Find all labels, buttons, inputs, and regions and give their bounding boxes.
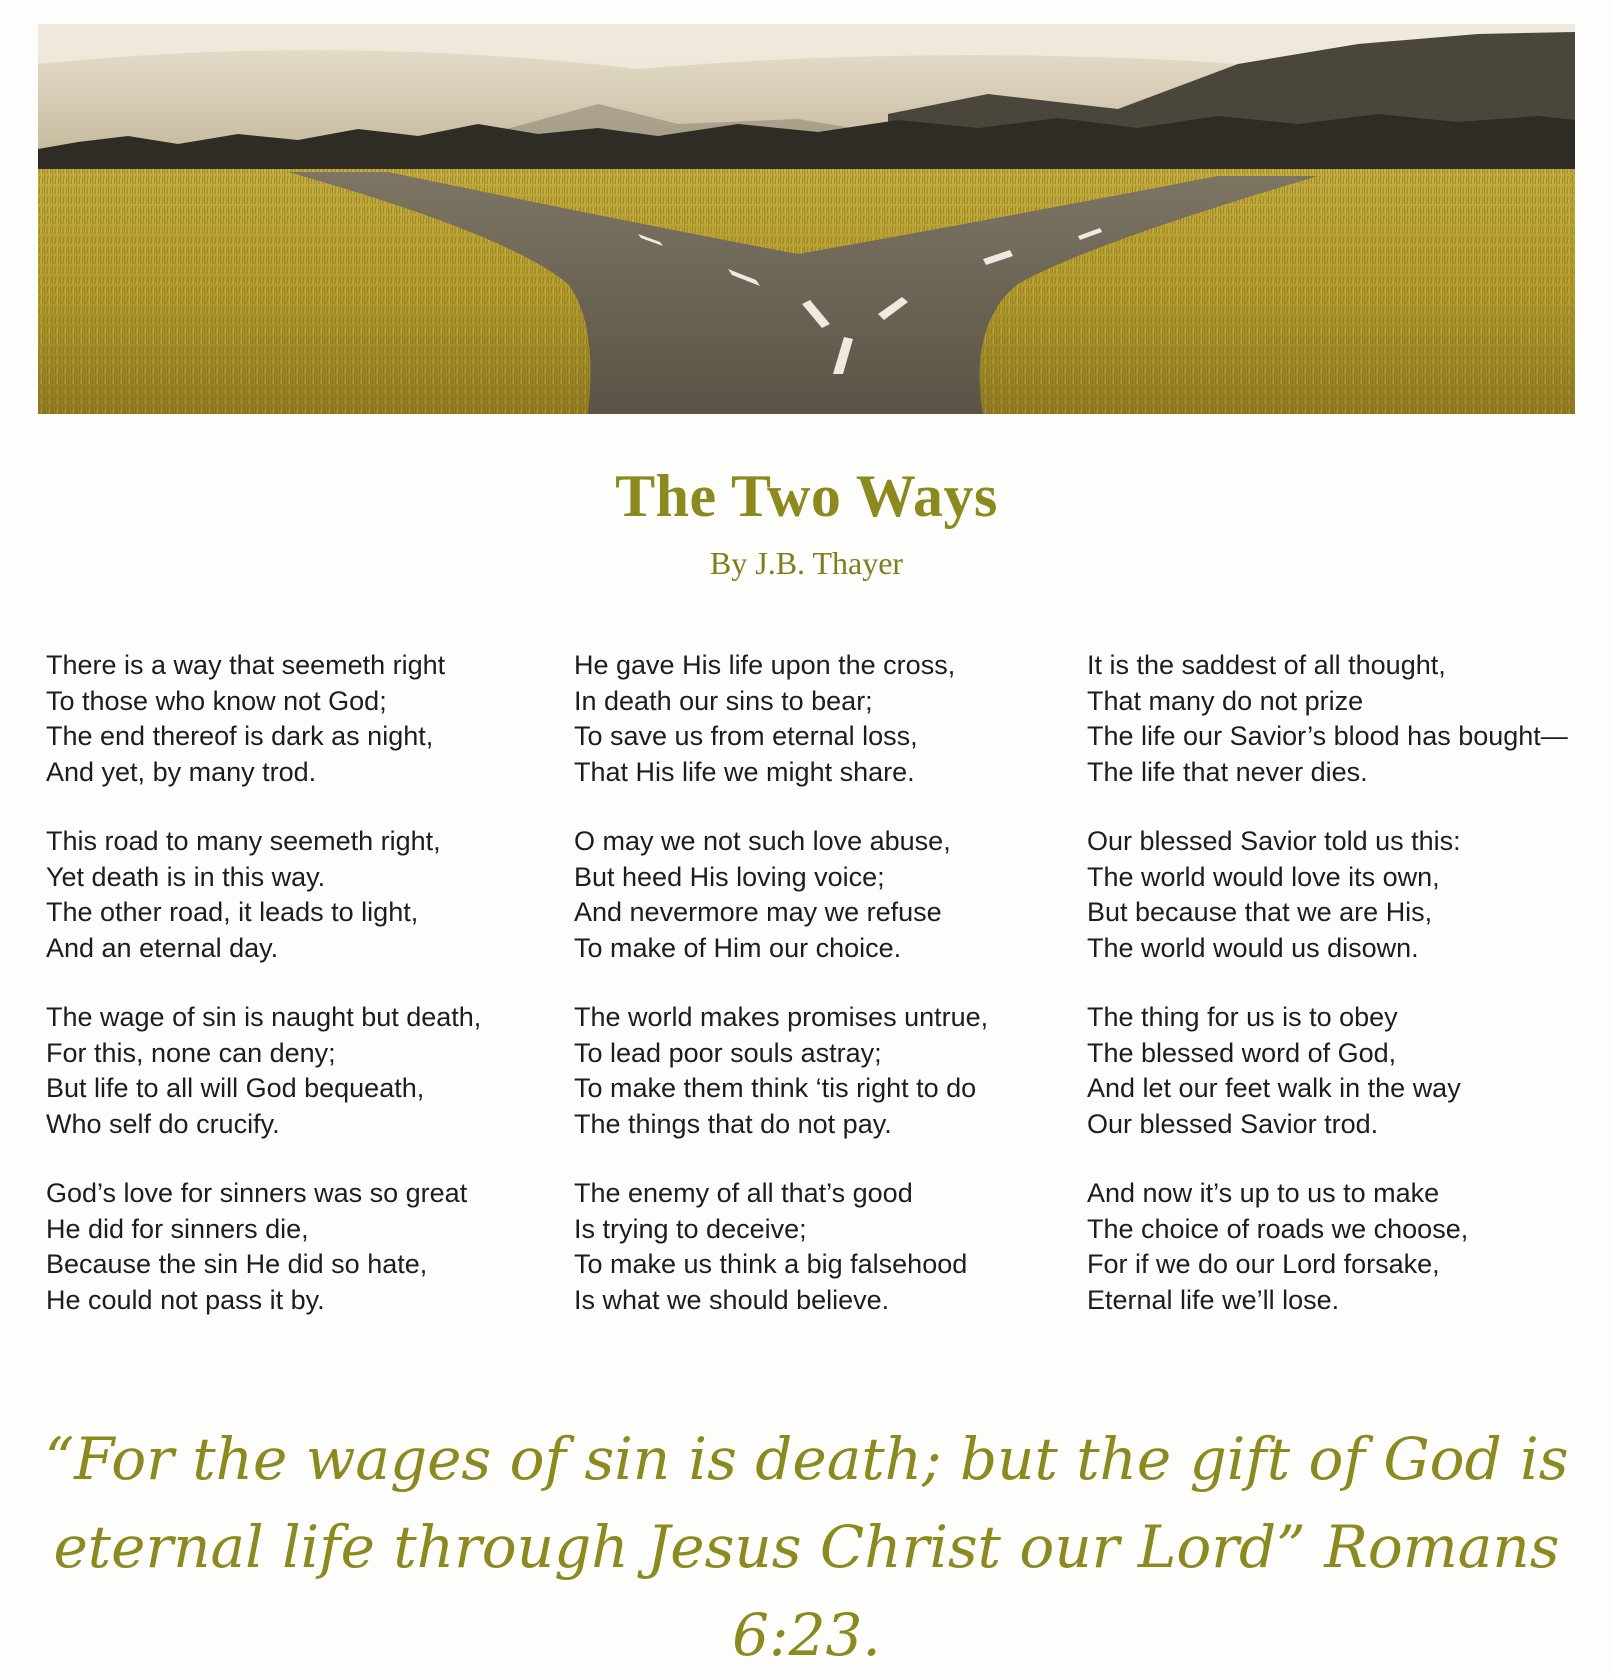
poem-line: To those who know not God;: [46, 685, 387, 716]
poem-line: Because the sin He did so hate,: [46, 1249, 428, 1279]
poem-line: For this, none can deny;: [46, 1037, 336, 1068]
stanza: [574, 824, 1094, 966]
poem-column-3: [1087, 648, 1607, 1352]
poem-line: To save us from eternal loss,: [574, 721, 918, 751]
poem-line: And nevermore may we refuse: [574, 897, 942, 927]
poem-line: To lead poor souls astray;: [574, 1037, 882, 1068]
poem-line: The choice of roads we choose,: [1087, 1213, 1469, 1244]
poem-line: To make us think a big falsehood: [574, 1249, 968, 1279]
scripture-line-1: “For the wages of sin is death; but the gift of God is: [44, 1425, 1569, 1493]
header-photo-crossroads: [38, 24, 1575, 414]
poem-line: For if we do our Lord forsake,: [1087, 1249, 1440, 1279]
poem-line: And an eternal day.: [46, 932, 279, 963]
poem-line: The end thereof is dark as night,: [46, 721, 434, 751]
stanza: [574, 1000, 1094, 1142]
poem-line: He could not pass it by.: [46, 1284, 325, 1315]
poem-line: It is the saddest of all thought,: [1087, 650, 1446, 680]
stanza: [46, 1000, 566, 1142]
poem-line: In death our sins to bear;: [574, 685, 873, 716]
poem-line: Our blessed Savior trod.: [1087, 1108, 1379, 1139]
stanza: [46, 1176, 566, 1318]
poem-line: But because that we are His,: [1087, 897, 1433, 927]
poem-line: But heed His loving voice;: [574, 861, 885, 892]
poem-column-2: [574, 648, 1094, 1352]
poem-line: The life that never dies.: [1087, 756, 1368, 787]
stanza: [1087, 1176, 1607, 1318]
poem-column-1: [46, 648, 566, 1352]
poem-line: The world makes promises untrue,: [574, 1002, 989, 1032]
poem-line: This road to many seemeth right,: [46, 826, 441, 856]
poem-line: The other road, it leads to light,: [46, 897, 419, 927]
stanza: [1087, 648, 1607, 790]
poem-title: The Two Ways: [615, 463, 998, 529]
poem-line: And now it’s up to us to make: [1087, 1178, 1440, 1208]
poem-line: That many do not prize: [1087, 685, 1364, 716]
poem-line: The world would love its own,: [1087, 861, 1440, 892]
stanza: [1087, 824, 1607, 966]
scripture-line-2: eternal life through Jesus Christ our Lord” Romans 6:23.: [53, 1513, 1560, 1669]
poem-line: He gave His life upon the cross,: [574, 650, 956, 680]
poem-line: Eternal life we’ll lose.: [1087, 1284, 1340, 1315]
poem-line: He did for sinners die,: [46, 1213, 309, 1244]
poem-line: The world would us disown.: [1087, 932, 1419, 963]
poem-line: The blessed word of God,: [1087, 1037, 1397, 1068]
scripture-quote: [0, 1415, 1613, 1679]
poem-line: The enemy of all that’s good: [574, 1178, 913, 1208]
poem-line: And yet, by many trod.: [46, 756, 317, 787]
poem-line: To make them think ‘tis right to do: [574, 1073, 977, 1103]
poem-line: Is what we should believe.: [574, 1284, 890, 1315]
poem-line: That His life we might share.: [574, 756, 915, 787]
poem-line: The life our Savior’s blood has bought—: [1087, 721, 1568, 751]
poem-line: But life to all will God bequeath,: [46, 1073, 425, 1103]
poem-line: Our blessed Savior told us this:: [1087, 826, 1461, 856]
stanza: [1087, 1000, 1607, 1142]
stanza: [574, 1176, 1094, 1318]
poem-line: The things that do not pay.: [574, 1108, 892, 1139]
poem-line: There is a way that seemeth right: [46, 650, 446, 680]
poem-line: To make of Him our choice.: [574, 932, 902, 963]
poem-line: Is trying to deceive;: [574, 1213, 807, 1244]
poem-line: O may we not such love abuse,: [574, 826, 951, 856]
poem-line: The wage of sin is naught but death,: [46, 1002, 482, 1032]
poem-line: Who self do crucify.: [46, 1108, 280, 1139]
stanza: [574, 648, 1094, 790]
poem-line: The thing for us is to obey: [1087, 1002, 1398, 1032]
poem-author: By J.B. Thayer: [709, 545, 904, 581]
poem-line: God’s love for sinners was so great: [46, 1178, 468, 1208]
poem-line: Yet death is in this way.: [46, 861, 326, 892]
poem-line: And let our feet walk in the way: [1087, 1073, 1461, 1103]
stanza: [46, 648, 566, 790]
stanza: [46, 824, 566, 966]
